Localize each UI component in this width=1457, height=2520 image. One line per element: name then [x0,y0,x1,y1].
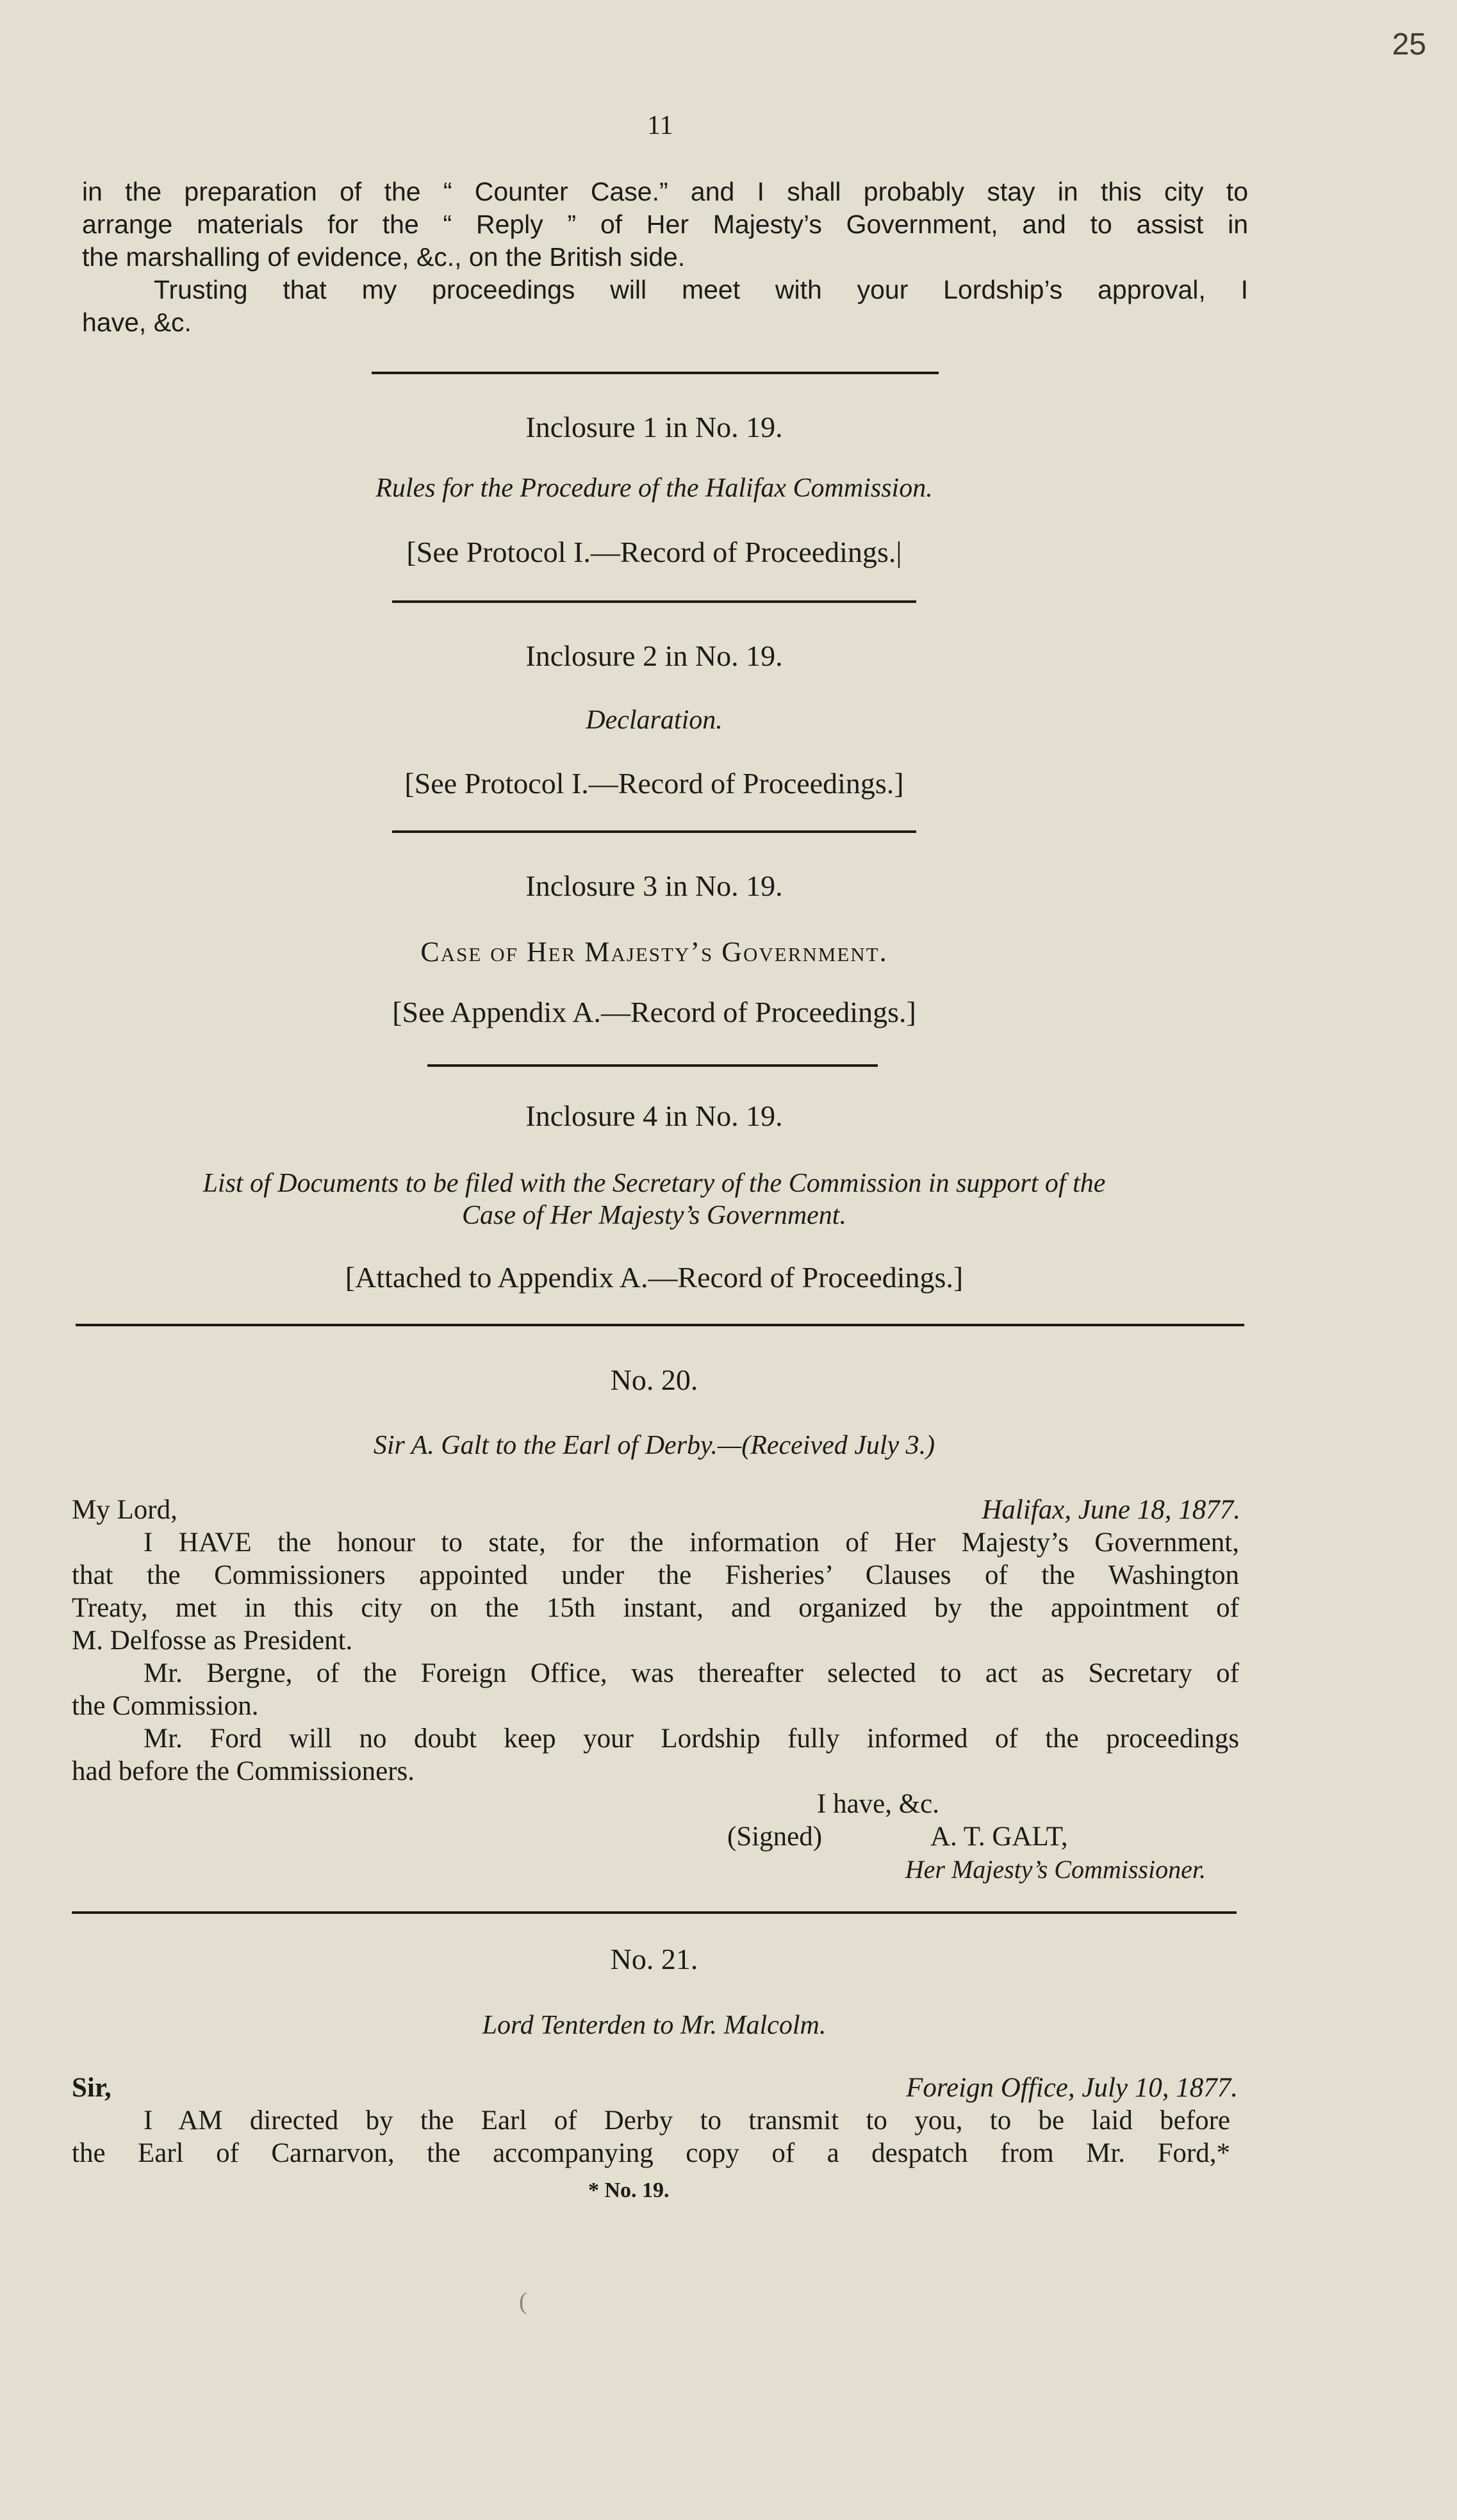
letter-line: had before the Commissioners. [72,1756,415,1786]
salutation: My Lord, [72,1495,177,1525]
closing-paragraph [82,274,1248,339]
signed-label: (Signed) [727,1822,823,1852]
section-divider [392,830,916,833]
document-number-20: No. 20. [610,1363,698,1396]
closing-line: Trusting that my proceedings will meet with your Lordship’s approval, I [154,275,1248,304]
inclosure-1-heading: Inclosure 1 in No. 19. [525,411,783,443]
opening-paragraph [82,176,1248,274]
letter-line: Treaty, met in this city on the 15th instant, and organized by the appointment of [72,1593,1239,1623]
section-divider [392,600,916,603]
inclosure-4-reference: [Attached to Appendix A.—Record of Proceedings.] [345,1261,964,1294]
section-divider [76,1324,1244,1326]
footnote: * No. 19. [588,2178,670,2202]
page-number: 25 [1392,28,1426,62]
closing-line: have, &c. [82,308,192,337]
letter-line: Mr. Bergne, of the Foreign Office, was thereafter selected to act as Secretary of [144,1658,1239,1688]
letter-line: I HAVE the honour to state, for the information of Her Majesty’s Government, [144,1528,1239,1558]
inclosure-4-title-line: Case of Her Majesty’s Government. [462,1201,846,1230]
document-number-21: No. 21. [610,1943,698,1975]
letter-line: that the Commissioners appointed under the Fisheries’ Clauses of the Washington [72,1560,1239,1590]
letter-paragraph-2 [72,1657,1239,1722]
dateline: Foreign Office, July 10, 1877. [906,2073,1238,2103]
sheet-number: 11 [647,111,673,140]
signer-title: Her Majesty’s Commissioner. [905,1855,1206,1884]
inclosure-2-heading: Inclosure 2 in No. 19. [525,639,783,672]
inclosure-2-title: Declaration. [586,705,723,735]
opening-line: the marshalling of evidence, &c., on the British side. [82,242,686,272]
document-title-20: Sir A. Galt to the Earl of Derby.—(Received July 3.) [373,1431,935,1460]
inclosure-3-title: Case of Her Majesty’s Government. [420,936,888,968]
letter-paragraph-3 [72,1722,1239,1788]
letter-line: the Earl of Carnarvon, the accompanying copy of a despatch from Mr. Ford,* [72,2138,1230,2168]
document-title-21: Lord Tenterden to Mr. Malcolm. [482,2011,827,2040]
opening-line: in the preparation of the “ Counter Case.” and I shall probably stay in this city to [82,177,1248,206]
inclosure-1-title: Rules for the Procedure of the Halifax Commission. [375,474,933,503]
inclosure-4-title-line: List of Documents to be filed with the Secretary of the Commission in support of the [202,1169,1106,1198]
section-divider [372,372,939,374]
closing: I have, &c. [817,1789,940,1819]
letter-line: I AM directed by the Earl of Derby to transmit to you, to be laid before [144,2105,1230,2136]
letter-paragraph-1 [72,1526,1239,1657]
inclosure-1-reference: [See Protocol I.—Record of Proceedings.| [406,536,902,568]
inclosure-4-heading: Inclosure 4 in No. 19. [525,1099,783,1132]
dateline: Halifax, June 18, 1877. [982,1495,1240,1525]
opening-line: arrange materials for the “ Reply ” of Her Majesty’s Government, and to assist in [82,210,1248,239]
salutation: Sir, [72,2073,111,2103]
inclosure-2-reference: [See Protocol I.—Record of Proceedings.] [404,767,904,800]
letter-line: Mr. Ford will no doubt keep your Lordship fully informed of the proceedings [144,1724,1239,1754]
signer-name: A. T. GALT, [930,1822,1068,1852]
stray-mark: ( [519,2288,527,2315]
inclosure-3-reference: [See Appendix A.—Record of Proceedings.] [392,996,916,1028]
letter-line: M. Delfosse as President. [72,1626,353,1656]
section-divider [72,1911,1237,1914]
section-divider [427,1064,878,1067]
inclosure-3-heading: Inclosure 3 in No. 19. [525,869,783,902]
letter-paragraph [72,2104,1230,2170]
letter-line: the Commission. [72,1691,259,1721]
